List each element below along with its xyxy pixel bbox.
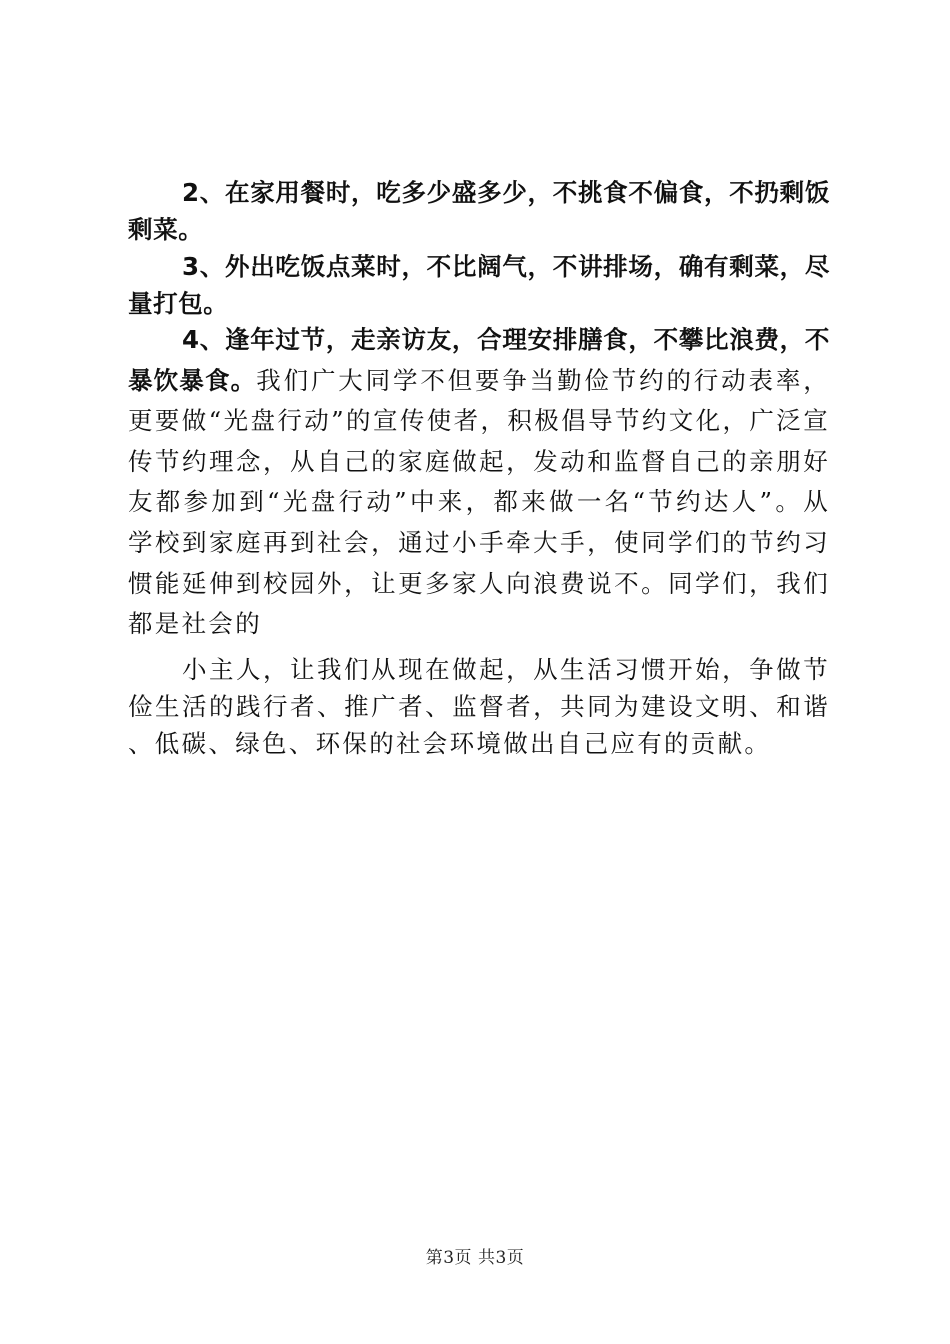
document-body xyxy=(128,174,830,762)
paragraph-item-4-body: 我们广大同学不但要争当勤俭节约的行动表率，更要做“光盘行动”的宣传使者，积极倡导节约文化，广泛宣传节约理念，从自己的家庭做起，发动和监督自己的亲朋好友都参加到“光盘行动”中来，都来做一名“节约达人”。从学校到家庭再到社会，通过小手牵大手，使同学们的节约习惯能延伸到校园外，让更多家人向浪费说不。同学们，我们都是社会的 xyxy=(128,365,830,639)
page-footer: 第3页 共3页 xyxy=(425,1248,525,1268)
paragraph-item-4 xyxy=(128,322,830,647)
paragraph-closing: 小主人，让我们从现在做起，从生活习惯开始，争做节俭生活的践行者、推广者、监督者，共同为建设文明、和谐、低碳、绿色、环保的社会环境做出自己应有的贡献。 xyxy=(128,654,830,758)
paragraph-item-2: 2、在家用餐时，吃多少盛多少，不挑食不偏食，不扔剩饭剩菜。 xyxy=(128,178,830,244)
paragraph-item-3: 3、外出吃饭点菜时，不比阔气，不讲排场，确有剩菜，尽量打包。 xyxy=(128,252,830,318)
paragraph-item-4-lead: 4、逢年过节，走亲访友，合理安排膳食，不攀比浪费，不暴饮暴食。 xyxy=(128,325,830,395)
